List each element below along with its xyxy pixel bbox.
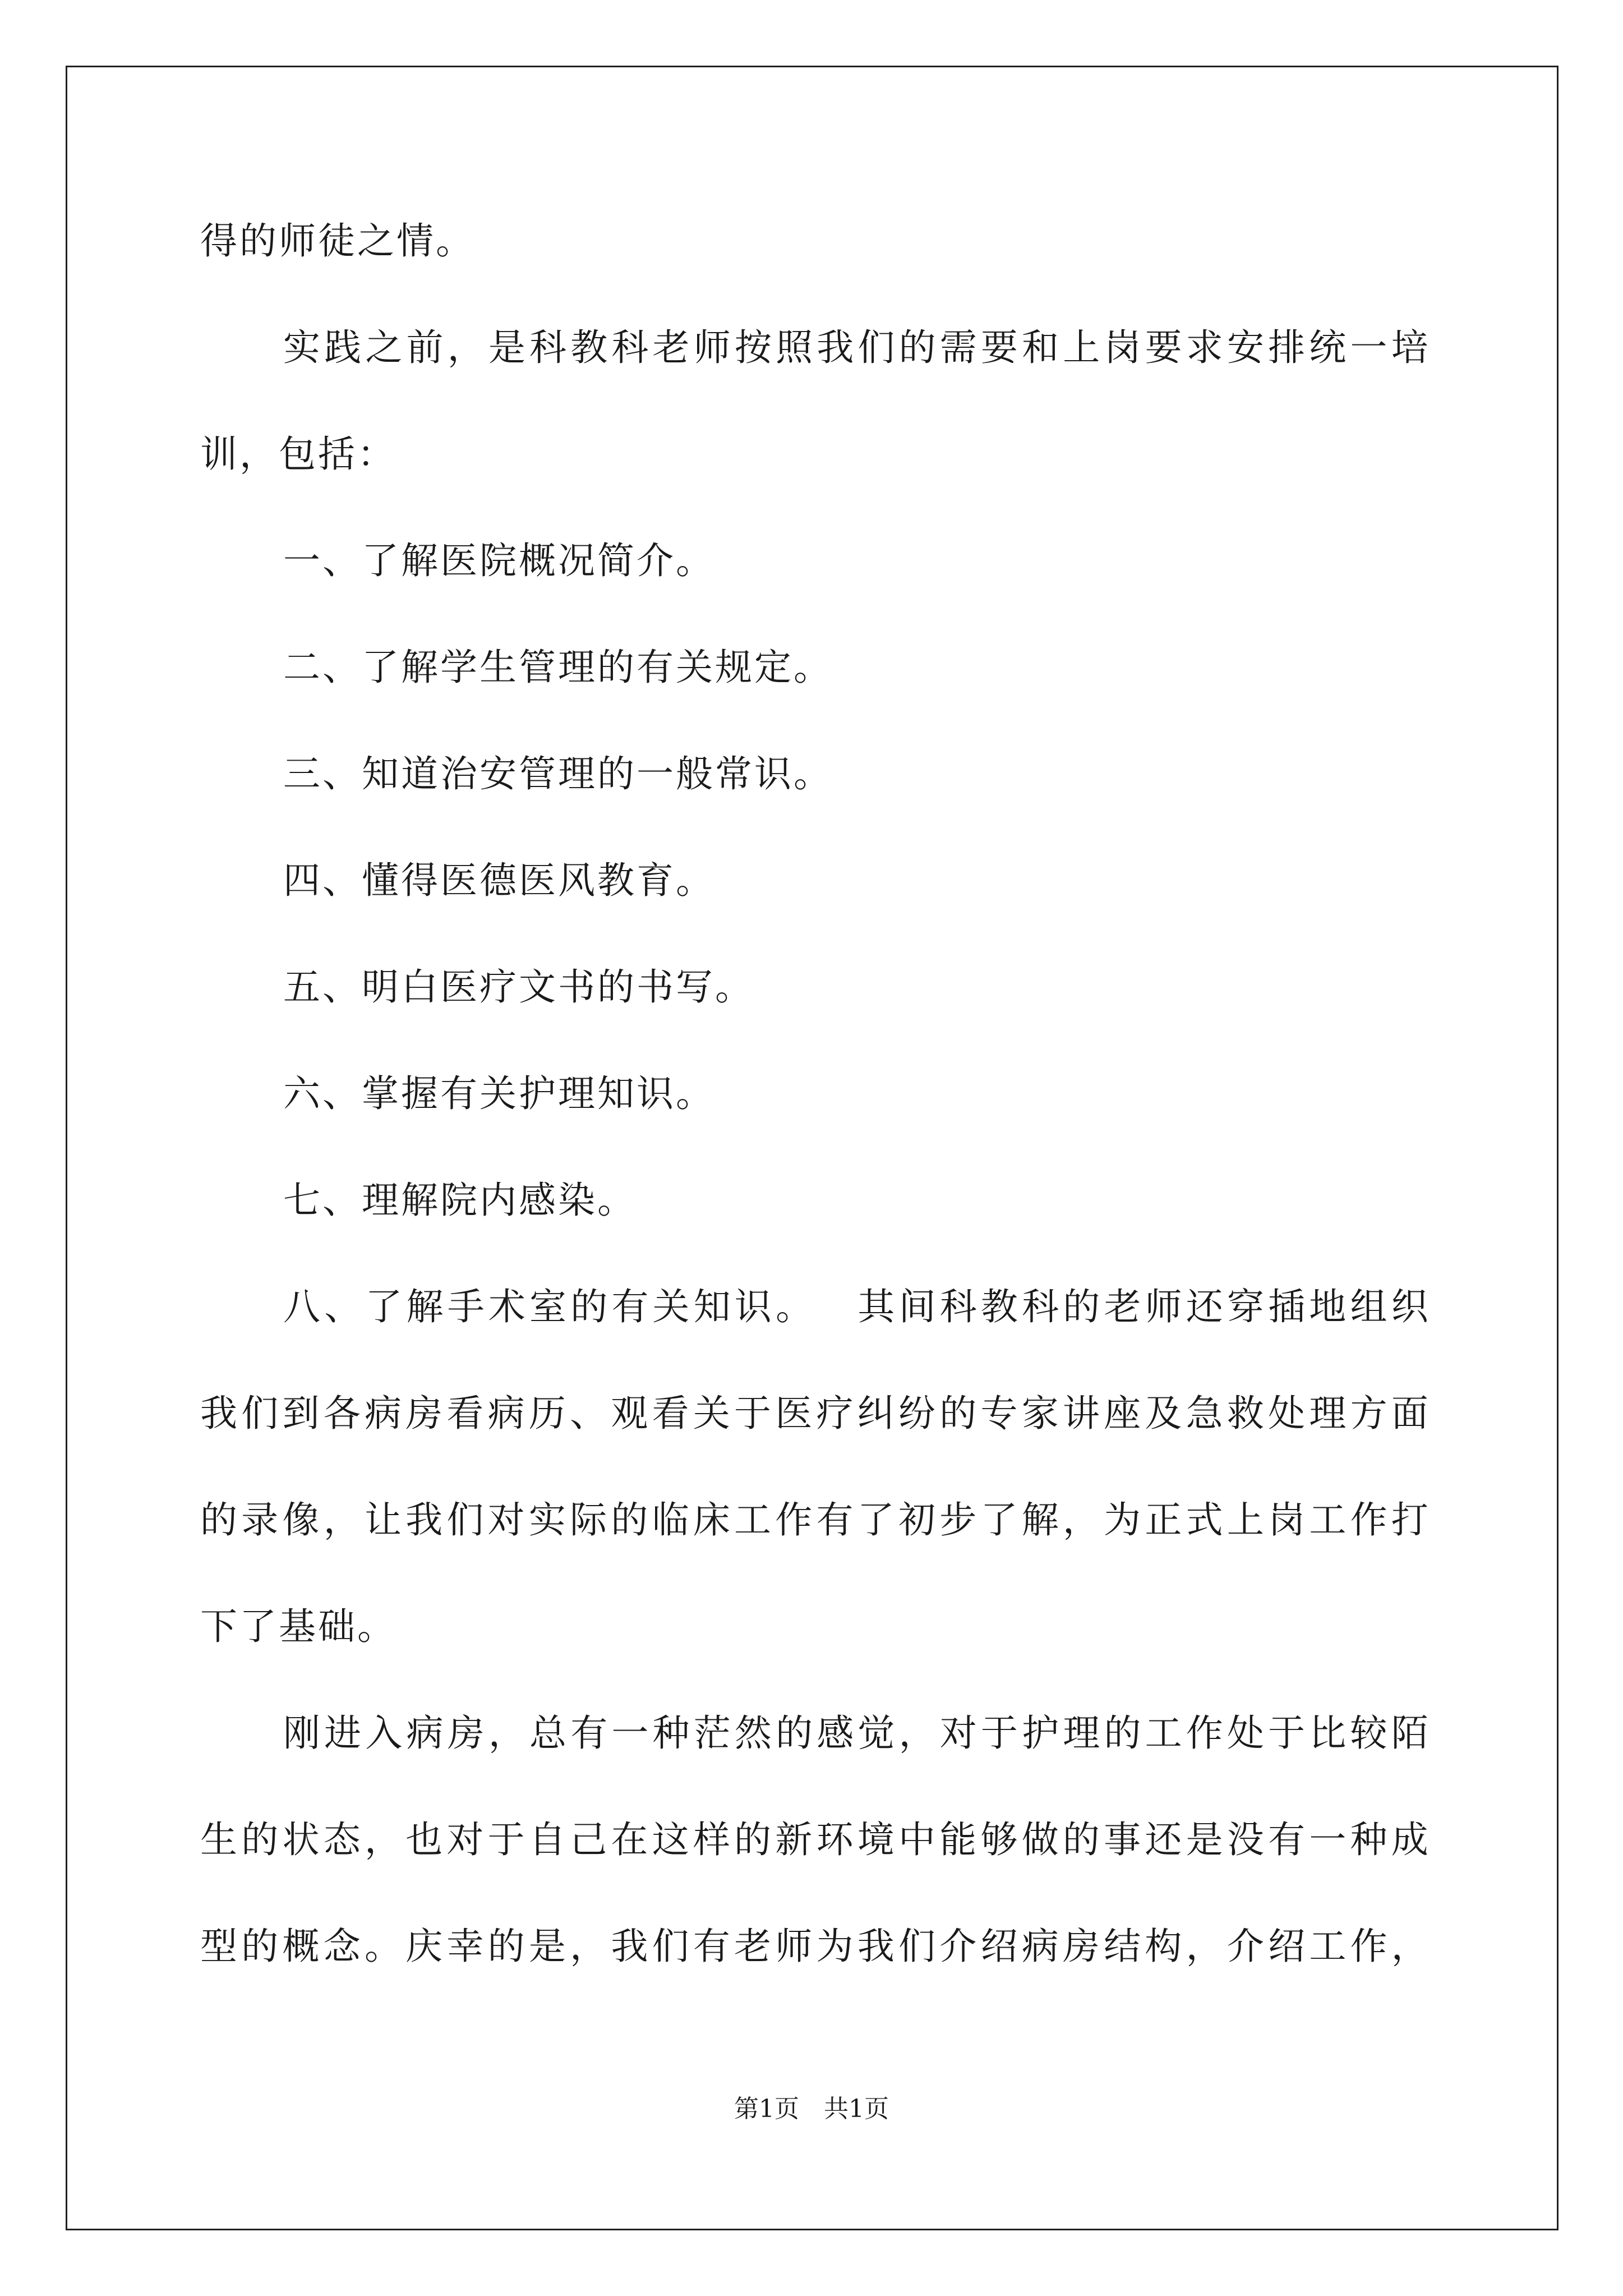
text-line: 八 、 了 解 手 术 室 的 有 关 知 识 。 其 间 科 教 科 的 老 师 还 穿 插 地 组 织	[283, 1285, 1428, 1328]
text-line: 一、了解医院概况简介。	[283, 539, 715, 582]
text-line: 型 的 概 念 。 庆 幸 的 是 ， 我 们 有 老 师 为 我 们 介 绍 病 房 结 构 ， 介 绍 工 作 ，	[200, 1925, 1428, 1968]
text-line: 实 践 之 前 ， 是 科 教 科 老 师 按 照 我 们 的 需 要 和 上 岗 要 求 安 排 统 一 培	[283, 326, 1428, 369]
text-line: 生 的 状 态 ， 也 对 于 自 己 在 这 样 的 新 环 境 中 能 够 做 的 事 还 是 没 有 一 种 成	[200, 1818, 1428, 1861]
text-line: 七、理解院内感染。	[283, 1179, 637, 1222]
text-line: 六、掌握有关护理知识。	[283, 1072, 715, 1115]
text-line: 训，包括：	[200, 432, 396, 476]
text-line: 下了基础。	[200, 1605, 396, 1648]
page-number-label: 第1页 共1页	[734, 2095, 889, 2123]
text-line: 的 录 像 ， 让 我 们 对 实 际 的 临 床 工 作 有 了 初 步 了 解 ， 为 正 式 上 岗 工 作 打	[200, 1498, 1428, 1542]
text-line: 五、明白医疗文书的书写。	[283, 965, 754, 1009]
text-line: 四、懂得医德医风教育。	[283, 859, 715, 902]
text-line: 二、了解学生管理的有关规定。	[283, 646, 833, 689]
page-footer	[0, 2093, 1623, 2125]
text-line: 刚 进 入 病 房 ， 总 有 一 种 茫 然 的 感 觉 ， 对 于 护 理 的 工 作 处 于 比 较 陌	[283, 1711, 1428, 1755]
page-border	[66, 66, 1559, 2230]
text-line: 三、知道治安管理的一般常识。	[283, 752, 833, 795]
text-line: 得的师徒之情。	[200, 219, 475, 263]
text-line: 我 们 到 各 病 房 看 病 历 、 观 看 关 于 医 疗 纠 纷 的 专 家 讲 座 及 急 救 处 理 方 面	[200, 1392, 1428, 1435]
